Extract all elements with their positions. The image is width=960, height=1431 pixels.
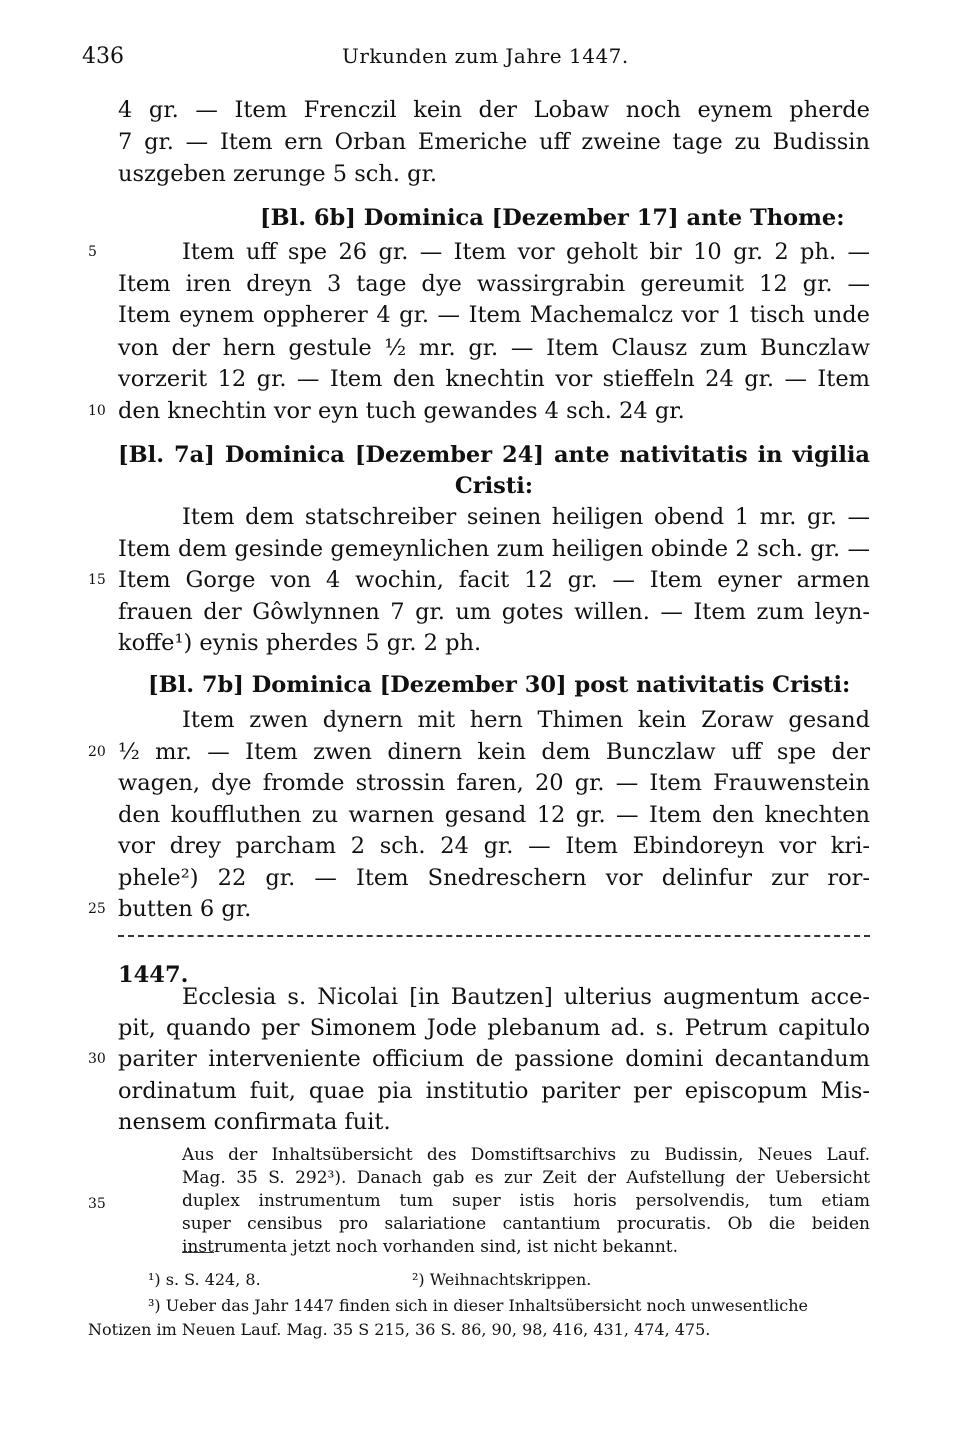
section-heading: [Bl. 6b] Dominica [Dezember 17] ante Thome: — [260, 205, 845, 231]
footnote-2: ²) Weihnachtskrippen. — [412, 1270, 592, 1289]
text-line: 7 gr. — Item ern Orban Emeriche uff zweine tage zu Budissin — [118, 129, 870, 155]
text-line: Item dem gesinde gemeynlichen zum heiligen obinde 2 sch. gr. — — [118, 536, 870, 562]
text-line: koffe¹) eynis pherdes 5 gr. 2 ph. — [118, 630, 482, 656]
line-number: 30 — [88, 1051, 106, 1067]
line-number: 20 — [88, 744, 106, 760]
page-header — [82, 44, 882, 78]
line-number: 15 — [88, 572, 106, 588]
year-heading: 1447. — [118, 962, 189, 988]
section-heading: [Bl. 7a] Dominica [Dezember 24] ante nativitatis in vigilia — [118, 442, 870, 468]
footnote-3: ³) Ueber das Jahr 1447 finden sich in dieser Inhaltsübersicht noch unwesentliche — [148, 1296, 808, 1315]
page-number: 436 — [82, 44, 124, 69]
source-note-line: duplex instrumentum tum super istis horis persolvendis, tum etiam — [182, 1191, 870, 1211]
footnote-3-cont: Notizen im Neuen Lauf. Mag. 35 S 215, 36 S. 86, 90, 98, 416, 431, 474, 475. — [88, 1320, 711, 1339]
source-note-line: instrumenta jetzt noch vorhanden sind, ist nicht bekannt. — [182, 1237, 679, 1257]
source-note-line: Mag. 35 S. 292³). Danach gab es zur Zeit der Aufstellung der Uebersicht — [182, 1168, 870, 1188]
section-heading: [Bl. 7b] Dominica [Dezember 30] post nativitatis Cristi: — [148, 672, 851, 698]
text-line: Item Gorge von 4 wochin, facit 12 gr. — Item eyner armen — [118, 567, 870, 593]
running-title: Urkunden zum Jahre 1447. — [342, 44, 629, 68]
text-line: Item eynem oppherer 4 gr. — Item Machemalcz vor 1 tisch unde — [118, 302, 870, 328]
footnote-rule — [182, 1252, 214, 1253]
text-line: Item iren dreyn 3 tage dye wassirgrabin gereumit 12 gr. — — [118, 271, 870, 297]
text-line: vorzerit 12 gr. — Item den knechtin vor stieffeln 24 gr. — Item — [118, 366, 870, 392]
text-line: wagen, dye fromde strossin faren, 20 gr. — Item Frauwenstein — [118, 770, 870, 796]
dashed-separator — [118, 935, 870, 937]
line-number: 25 — [88, 901, 106, 917]
line-number: 5 — [88, 244, 97, 260]
text-line: von der hern gestule ½ mr. gr. — Item Clausz zum Bunczlaw — [118, 335, 870, 361]
text-line: butten 6 gr. — [118, 896, 252, 922]
text-line: frauen der Gôwlynnen 7 gr. um gotes willen. — Item zum leyn- — [118, 599, 870, 625]
text-line: pit, quando per Simonem Jode plebanum ad. s. Petrum capitulo — [118, 1015, 870, 1041]
text-line: pariter interveniente officium de passione domini decantandum — [118, 1046, 870, 1072]
text-line: 4 gr. — Item Frenczil kein der Lobaw noch eynem pherde — [118, 97, 870, 123]
text-line: vor drey parcham 2 sch. 24 gr. — Item Ebindoreyn vor kri- — [118, 833, 870, 859]
text-line: ½ mr. — Item zwen dinern kein dem Bunczlaw uff spe der — [118, 739, 870, 765]
text-line: Ecclesia s. Nicolai [in Bautzen] ulterius augmentum acce- — [182, 984, 870, 1010]
text-line: ordinatum fuit, quae pia institutio pariter per episcopum Mis- — [118, 1078, 870, 1104]
text-line: nensem confirmata fuit. — [118, 1109, 391, 1135]
source-note-line: Aus der Inhaltsübersicht des Domstiftsarchivs zu Budissin, Neues Lauf. — [182, 1145, 870, 1165]
text-line: Item uff spe 26 gr. — Item vor geholt bir 10 gr. 2 ph. — — [182, 239, 870, 265]
section-heading-cont: Cristi: — [454, 473, 534, 499]
text-line: Item dem statschreiber seinen heiligen obend 1 mr. gr. — — [182, 504, 870, 530]
text-line: uszgeben zerunge 5 sch. gr. — [118, 161, 437, 187]
text-line: den knechtin vor eyn tuch gewandes 4 sch. 24 gr. — [118, 398, 685, 424]
source-note-line: super censibus pro salariatione cantantium procuratis. Ob die beiden — [182, 1214, 870, 1234]
text-line: den kouffluthen zu warnen gesand 12 gr. — Item den knechten — [118, 802, 870, 828]
line-number: 10 — [88, 403, 106, 419]
line-number: 35 — [88, 1196, 106, 1212]
text-line: phele²) 22 gr. — Item Snedreschern vor delinfur zur ror- — [118, 865, 870, 891]
text-line: Item zwen dynern mit hern Thimen kein Zoraw gesand — [182, 707, 870, 733]
footnote-1: ¹) s. S. 424, 8. — [148, 1270, 261, 1289]
